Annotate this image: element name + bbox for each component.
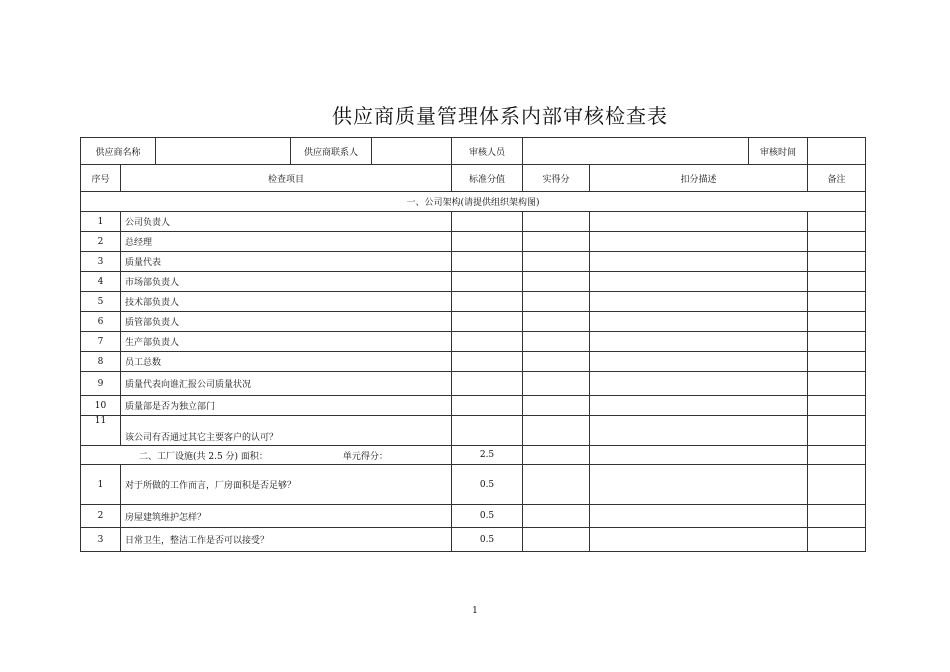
row-item: 公司负责人: [121, 212, 452, 232]
col-deduct-header: 扣分描述: [590, 165, 808, 192]
audit-time-field[interactable]: [808, 138, 866, 165]
row-deduction-desc[interactable]: [590, 372, 808, 396]
row-item: 质管部负责人: [121, 312, 452, 332]
section2-rows: [81, 465, 866, 552]
col-std-header: 标准分值: [452, 165, 523, 192]
row-number: 4: [81, 272, 121, 292]
row-actual-score[interactable]: [523, 505, 590, 528]
row-actual-score[interactable]: [523, 232, 590, 252]
row-actual-score[interactable]: [523, 312, 590, 332]
col-remark-header: 备注: [808, 165, 866, 192]
row-deduction-desc[interactable]: [590, 252, 808, 272]
section2-title-cell: [81, 446, 452, 465]
row-remark[interactable]: [808, 372, 866, 396]
row-number: 3: [81, 528, 121, 552]
table-row: [81, 528, 866, 552]
section1-title: 一、公司架构(请提供组织架构图): [81, 192, 866, 212]
row-deduction-desc[interactable]: [590, 232, 808, 252]
row-number: 11: [81, 416, 121, 446]
page-title: 供应商质量管理体系内部审核检查表: [332, 104, 668, 128]
row-item: 对于所做的工作而言，厂房面积是否足够？: [121, 465, 452, 505]
row-deduction-desc[interactable]: [590, 312, 808, 332]
col-no-header: 序号: [81, 165, 121, 192]
table-row: [81, 332, 866, 352]
section2-title: 二、工厂设施(共 2.5 分) 面积：: [139, 451, 268, 462]
row-item: 总经理: [121, 232, 452, 252]
table-row: [81, 352, 866, 372]
row-number: 2: [81, 232, 121, 252]
row-number: 8: [81, 352, 121, 372]
supplier-info-row: [81, 138, 866, 165]
section1-rows: [81, 212, 866, 446]
table-row: [81, 396, 866, 416]
row-actual-score[interactable]: [523, 528, 590, 552]
table-row: [81, 232, 866, 252]
row-actual-score[interactable]: [523, 372, 590, 396]
table-row: [81, 416, 866, 446]
row-std-score: [452, 252, 523, 272]
col-actual-header: 实得分: [523, 165, 590, 192]
score-field[interactable]: [523, 446, 590, 465]
row-deduction-desc[interactable]: [590, 528, 808, 552]
row-item: 房屋建筑维护怎样？: [121, 505, 452, 528]
row-std-score: [452, 352, 523, 372]
row-remark[interactable]: [808, 312, 866, 332]
row-actual-score[interactable]: [523, 416, 590, 446]
row-number: 3: [81, 252, 121, 272]
row-std-score: 0.5: [452, 528, 523, 552]
page-number: 1: [472, 606, 478, 616]
row-remark[interactable]: [808, 465, 866, 505]
row-std-score: [452, 272, 523, 292]
row-remark[interactable]: [808, 212, 866, 232]
row-deduction-desc[interactable]: [590, 416, 808, 446]
table-row: [81, 505, 866, 528]
column-header-row: [81, 165, 866, 192]
row-std-score: [452, 332, 523, 352]
row-deduction-desc[interactable]: [590, 465, 808, 505]
supplier-contact-label: 供应商联系人: [291, 138, 372, 165]
auditor-field[interactable]: [523, 138, 749, 165]
row-item: 日常卫生，整洁工作是否可以接受？: [121, 528, 452, 552]
table-row: [81, 292, 866, 312]
row-actual-score[interactable]: [523, 396, 590, 416]
row-number: 6: [81, 312, 121, 332]
row-number: 2: [81, 505, 121, 528]
row-number: 1: [81, 465, 121, 505]
row-std-score: [452, 292, 523, 312]
row-remark[interactable]: [808, 292, 866, 312]
row-number: 9: [81, 372, 121, 396]
row-remark[interactable]: [808, 232, 866, 252]
row-actual-score[interactable]: [523, 465, 590, 505]
row-item: 质量代表: [121, 252, 452, 272]
row-remark[interactable]: [808, 352, 866, 372]
supplier-contact-field[interactable]: [372, 138, 452, 165]
row-actual-score[interactable]: [523, 212, 590, 232]
row-item: 质量代表向谁汇报公司质量状况: [121, 372, 452, 396]
row-std-score: 0.5: [452, 505, 523, 528]
row-number: 10: [81, 396, 121, 416]
row-deduction-desc[interactable]: [590, 272, 808, 292]
row-actual-score[interactable]: [523, 352, 590, 372]
row-actual-score[interactable]: [523, 332, 590, 352]
row-remark[interactable]: [808, 332, 866, 352]
section-row: [81, 446, 866, 465]
supplier-name-label: 供应商名称: [81, 138, 156, 165]
row-deduction-desc[interactable]: [590, 212, 808, 232]
row-std-score: [452, 396, 523, 416]
section2-std: 2.5: [452, 446, 523, 465]
row-item: 市场部负责人: [121, 272, 452, 292]
row-number: 5: [81, 292, 121, 312]
row-remark[interactable]: [808, 272, 866, 292]
row-item: 生产部负责人: [121, 332, 452, 352]
table-row: [81, 465, 866, 505]
row-deduction-desc[interactable]: [590, 505, 808, 528]
col-item-header: 检查项目: [121, 165, 452, 192]
row-std-score: [452, 312, 523, 332]
row-std-score: [452, 416, 523, 446]
row-deduction-desc[interactable]: [590, 352, 808, 372]
table-row: [81, 252, 866, 272]
row-std-score: [452, 212, 523, 232]
remark-field[interactable]: [808, 446, 866, 465]
row-actual-score[interactable]: [523, 272, 590, 292]
row-remark[interactable]: [808, 528, 866, 552]
auditor-label: 审核人员: [452, 138, 523, 165]
row-remark[interactable]: [808, 505, 866, 528]
table-row: [81, 212, 866, 232]
row-remark[interactable]: [808, 396, 866, 416]
supplier-name-field[interactable]: [156, 138, 291, 165]
row-actual-score[interactable]: [523, 292, 590, 312]
row-item: 员工总数: [121, 352, 452, 372]
table-row: [81, 272, 866, 292]
audit-time-label: 审核时间: [749, 138, 808, 165]
row-std-score: [452, 232, 523, 252]
row-std-score: [452, 372, 523, 396]
row-deduction-desc[interactable]: [590, 332, 808, 352]
audit-checklist-table: [80, 137, 866, 552]
row-number: 7: [81, 332, 121, 352]
deduct-field[interactable]: [590, 446, 808, 465]
row-std-score: 0.5: [452, 465, 523, 505]
row-deduction-desc[interactable]: [590, 396, 808, 416]
row-remark[interactable]: [808, 416, 866, 446]
row-remark[interactable]: [808, 252, 866, 272]
row-item: 该公司有否通过其它主要客户的认可？: [121, 416, 452, 446]
row-item: 质量部是否为独立部门: [121, 396, 452, 416]
table-row: [81, 312, 866, 332]
unit-score-label: 单元得分：: [342, 451, 388, 462]
row-number: 1: [81, 212, 121, 232]
table-row: [81, 372, 866, 396]
section-row: [81, 192, 866, 212]
row-actual-score[interactable]: [523, 252, 590, 272]
row-item: 技术部负责人: [121, 292, 452, 312]
row-deduction-desc[interactable]: [590, 292, 808, 312]
